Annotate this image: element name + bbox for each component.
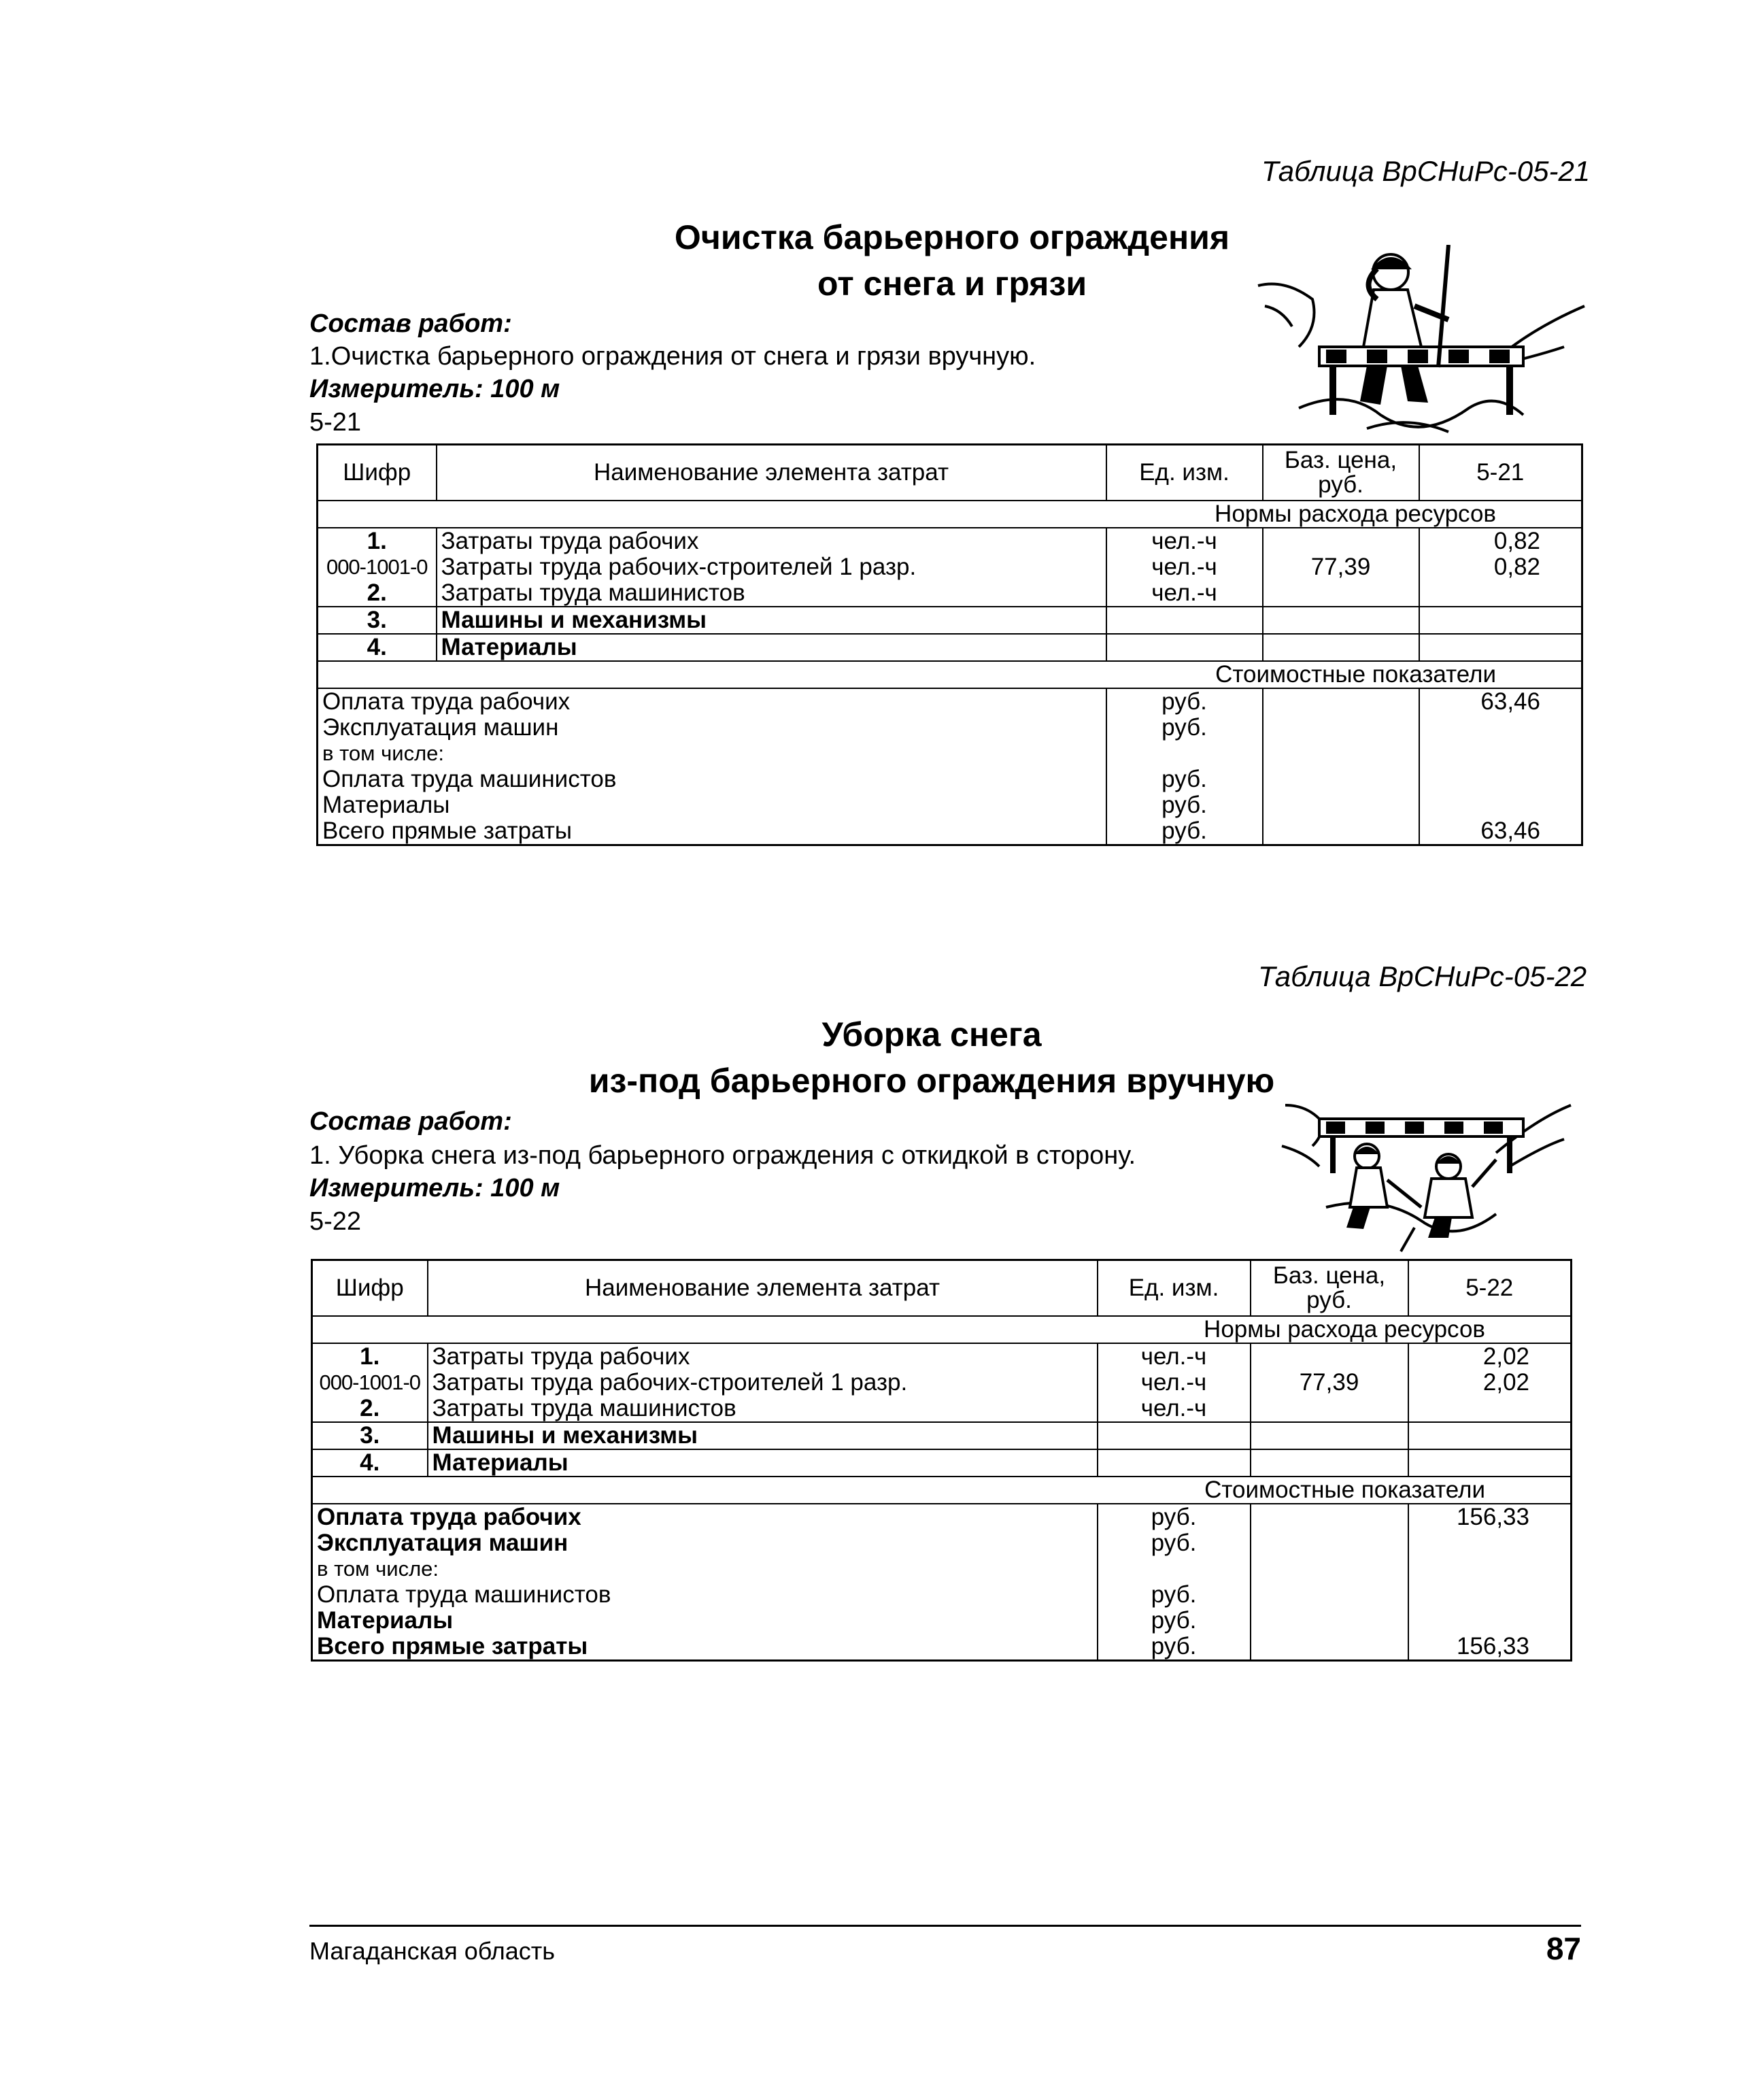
table-header-row bbox=[318, 445, 1582, 501]
row-unit bbox=[1106, 607, 1263, 634]
cost-value bbox=[1408, 1556, 1572, 1582]
column-header: Баз. цена, руб. bbox=[1263, 445, 1419, 501]
title-line: из-под барьерного ограждения вручную bbox=[588, 1062, 1275, 1100]
row-unit: чел.-ч bbox=[1098, 1370, 1251, 1396]
cost-name: Всего прямые затраты bbox=[318, 818, 1106, 845]
row-price bbox=[1263, 607, 1419, 634]
row-unit: чел.-ч bbox=[1106, 580, 1263, 607]
work-composition-label: Состав работ: bbox=[309, 1107, 512, 1136]
row-name: Затраты труда машинистов bbox=[428, 1396, 1098, 1422]
cost-unit: руб. bbox=[1106, 766, 1263, 792]
work-item: 1.Очистка барьерного ограждения от снега и грязи вручную. bbox=[309, 342, 1036, 371]
measure-label: Измеритель: 100 м bbox=[309, 1174, 560, 1202]
row-value: 0,82 bbox=[1419, 528, 1582, 554]
table-row bbox=[318, 580, 1582, 607]
section-title bbox=[612, 214, 1292, 307]
section-row bbox=[318, 501, 1582, 528]
cost-row bbox=[318, 715, 1582, 741]
row-code: 2. bbox=[318, 580, 437, 607]
cost-value bbox=[1408, 1608, 1572, 1634]
cost-name: Материалы bbox=[318, 792, 1106, 818]
row-value bbox=[1408, 1449, 1572, 1477]
empty-cell bbox=[1251, 1582, 1408, 1608]
worker-clearing-barrier-illustration bbox=[1244, 245, 1598, 442]
cost-name: Материалы bbox=[312, 1608, 1098, 1634]
row-price bbox=[1263, 528, 1419, 554]
table-row bbox=[318, 607, 1582, 634]
table-code: 5-22 bbox=[309, 1207, 362, 1236]
row-unit: чел.-ч bbox=[1098, 1343, 1251, 1370]
cost-unit: руб. bbox=[1098, 1634, 1251, 1661]
row-price bbox=[1251, 1396, 1408, 1422]
column-header: Наименование элемента затрат bbox=[428, 1260, 1098, 1317]
cost-name: в том числе: bbox=[318, 741, 1106, 766]
column-header: Баз. цена, руб. bbox=[1251, 1260, 1408, 1317]
column-header: Ед. изм. bbox=[1098, 1260, 1251, 1317]
resource-cost-table bbox=[316, 443, 1583, 846]
section-title bbox=[558, 1011, 1306, 1104]
row-value: 2,02 bbox=[1408, 1370, 1572, 1396]
cost-value bbox=[1419, 792, 1582, 818]
cost-row bbox=[318, 818, 1582, 845]
row-name: Затраты труда рабочих bbox=[428, 1343, 1098, 1370]
row-price bbox=[1251, 1422, 1408, 1449]
row-name: Машины и механизмы bbox=[437, 607, 1106, 634]
cost-name: Эксплуатация машин bbox=[312, 1530, 1098, 1556]
cost-row bbox=[312, 1556, 1572, 1582]
title-line: от снега и грязи bbox=[817, 265, 1087, 303]
empty-cell bbox=[1251, 1634, 1408, 1661]
work-item: 1. Уборка снега из-под барьерного ограждения с откидкой в сторону. bbox=[309, 1141, 1136, 1170]
cost-unit: руб. bbox=[1106, 715, 1263, 741]
column-header: Ед. изм. bbox=[1106, 445, 1263, 501]
cost-row bbox=[318, 766, 1582, 792]
cost-row bbox=[318, 792, 1582, 818]
row-price bbox=[1263, 634, 1419, 661]
empty-cell bbox=[1251, 1504, 1408, 1530]
footer-divider bbox=[309, 1925, 1581, 1927]
cost-unit: руб. bbox=[1098, 1608, 1251, 1634]
column-header: Шифр bbox=[318, 445, 437, 501]
table-reference: Таблица ВрСНиРс-05-22 bbox=[1258, 960, 1587, 992]
empty-cell bbox=[1263, 766, 1419, 792]
row-name: Затраты труда рабочих-строителей 1 разр. bbox=[437, 554, 1106, 580]
cost-unit bbox=[1098, 1556, 1251, 1582]
row-unit: чел.-ч bbox=[1106, 554, 1263, 580]
table-row bbox=[312, 1422, 1572, 1449]
section-row bbox=[312, 1316, 1572, 1343]
cost-value: 63,46 bbox=[1419, 688, 1582, 715]
work-composition-label: Состав работ: bbox=[309, 309, 512, 338]
row-name: Затраты труда рабочих-строителей 1 разр. bbox=[428, 1370, 1098, 1396]
column-header: Наименование элемента затрат bbox=[437, 445, 1106, 501]
row-value bbox=[1419, 580, 1582, 607]
table-code: 5-21 bbox=[309, 408, 362, 437]
cost-name: Оплата труда машинистов bbox=[312, 1582, 1098, 1608]
row-name: Затраты труда рабочих bbox=[437, 528, 1106, 554]
table-reference: Таблица ВрСНиРс-05-21 bbox=[1261, 155, 1591, 187]
row-value bbox=[1419, 634, 1582, 661]
title-line: Очистка барьерного ограждения bbox=[674, 218, 1230, 256]
row-unit: чел.-ч bbox=[1106, 528, 1263, 554]
row-code: 3. bbox=[318, 607, 437, 634]
empty-cell bbox=[1251, 1556, 1408, 1582]
cost-row bbox=[312, 1582, 1572, 1608]
cost-unit bbox=[1106, 741, 1263, 766]
cost-unit: руб. bbox=[1106, 818, 1263, 845]
title-line: Уборка снега bbox=[821, 1015, 1042, 1054]
table-row bbox=[312, 1396, 1572, 1422]
cost-row bbox=[312, 1634, 1572, 1661]
cost-name: Эксплуатация машин bbox=[318, 715, 1106, 741]
row-unit bbox=[1098, 1422, 1251, 1449]
cost-name: Оплата труда рабочих bbox=[318, 688, 1106, 715]
empty-cell bbox=[1263, 792, 1419, 818]
page-number: 87 bbox=[1546, 1931, 1581, 1966]
cost-name: Оплата труда рабочих bbox=[312, 1504, 1098, 1530]
row-price: 77,39 bbox=[1251, 1370, 1408, 1396]
empty-cell bbox=[1251, 1530, 1408, 1556]
row-value: 2,02 bbox=[1408, 1343, 1572, 1370]
cost-name: в том числе: bbox=[312, 1556, 1098, 1582]
cost-title: Стоимостные показатели bbox=[318, 661, 1582, 688]
empty-cell bbox=[1251, 1608, 1408, 1634]
cost-value bbox=[1408, 1530, 1572, 1556]
row-code: 4. bbox=[312, 1449, 428, 1477]
cost-unit: руб. bbox=[1098, 1530, 1251, 1556]
row-name: Материалы bbox=[437, 634, 1106, 661]
measure-label: Измеритель: 100 м bbox=[309, 375, 560, 403]
cost-name: Оплата труда машинистов bbox=[318, 766, 1106, 792]
workers-removing-snow-illustration bbox=[1278, 1092, 1578, 1255]
row-code: 000-1001-0 bbox=[318, 554, 437, 580]
cost-value: 156,33 bbox=[1408, 1504, 1572, 1530]
row-code: 1. bbox=[312, 1343, 428, 1370]
section-row bbox=[312, 1477, 1572, 1504]
row-value: 0,82 bbox=[1419, 554, 1582, 580]
footer-region: Магаданская область bbox=[309, 1937, 556, 1965]
table-row bbox=[312, 1343, 1572, 1370]
row-price bbox=[1263, 580, 1419, 607]
cost-title: Стоимостные показатели bbox=[312, 1477, 1572, 1504]
row-code: 000-1001-0 bbox=[312, 1370, 428, 1396]
cost-value bbox=[1419, 766, 1582, 792]
row-value bbox=[1419, 607, 1582, 634]
cost-unit: руб. bbox=[1106, 688, 1263, 715]
cost-row bbox=[312, 1608, 1572, 1634]
norms-title: Нормы расхода ресурсов bbox=[318, 501, 1582, 528]
cost-value: 63,46 bbox=[1419, 818, 1582, 845]
cost-value bbox=[1408, 1582, 1572, 1608]
section-row bbox=[318, 661, 1582, 688]
table-row bbox=[318, 528, 1582, 554]
row-price bbox=[1251, 1343, 1408, 1370]
row-name: Материалы bbox=[428, 1449, 1098, 1477]
cost-row bbox=[312, 1504, 1572, 1530]
table-header-row bbox=[312, 1260, 1572, 1317]
cost-unit: руб. bbox=[1106, 792, 1263, 818]
row-unit: чел.-ч bbox=[1098, 1396, 1251, 1422]
cost-value bbox=[1419, 741, 1582, 766]
cost-row bbox=[312, 1530, 1572, 1556]
cost-unit: руб. bbox=[1098, 1504, 1251, 1530]
cost-row bbox=[318, 688, 1582, 715]
row-code: 3. bbox=[312, 1422, 428, 1449]
row-value bbox=[1408, 1422, 1572, 1449]
column-header: 5-22 bbox=[1408, 1260, 1572, 1317]
table-row bbox=[312, 1449, 1572, 1477]
table-row bbox=[318, 554, 1582, 580]
cost-unit: руб. bbox=[1098, 1582, 1251, 1608]
empty-cell bbox=[1263, 715, 1419, 741]
cost-value bbox=[1419, 715, 1582, 741]
table-row bbox=[318, 634, 1582, 661]
row-name: Машины и механизмы bbox=[428, 1422, 1098, 1449]
row-code: 2. bbox=[312, 1396, 428, 1422]
table-row bbox=[312, 1370, 1572, 1396]
empty-cell bbox=[1263, 741, 1419, 766]
row-price bbox=[1251, 1449, 1408, 1477]
resource-cost-table bbox=[311, 1259, 1572, 1662]
cost-name: Всего прямые затраты bbox=[312, 1634, 1098, 1661]
row-name: Затраты труда машинистов bbox=[437, 580, 1106, 607]
cost-value: 156,33 bbox=[1408, 1634, 1572, 1661]
cost-row bbox=[318, 741, 1582, 766]
row-code: 4. bbox=[318, 634, 437, 661]
column-header: Шифр bbox=[312, 1260, 428, 1317]
norms-title: Нормы расхода ресурсов bbox=[312, 1316, 1572, 1343]
row-price: 77,39 bbox=[1263, 554, 1419, 580]
row-unit bbox=[1106, 634, 1263, 661]
row-code: 1. bbox=[318, 528, 437, 554]
column-header: 5-21 bbox=[1419, 445, 1582, 501]
empty-cell bbox=[1263, 818, 1419, 845]
row-value bbox=[1408, 1396, 1572, 1422]
row-unit bbox=[1098, 1449, 1251, 1477]
empty-cell bbox=[1263, 688, 1419, 715]
